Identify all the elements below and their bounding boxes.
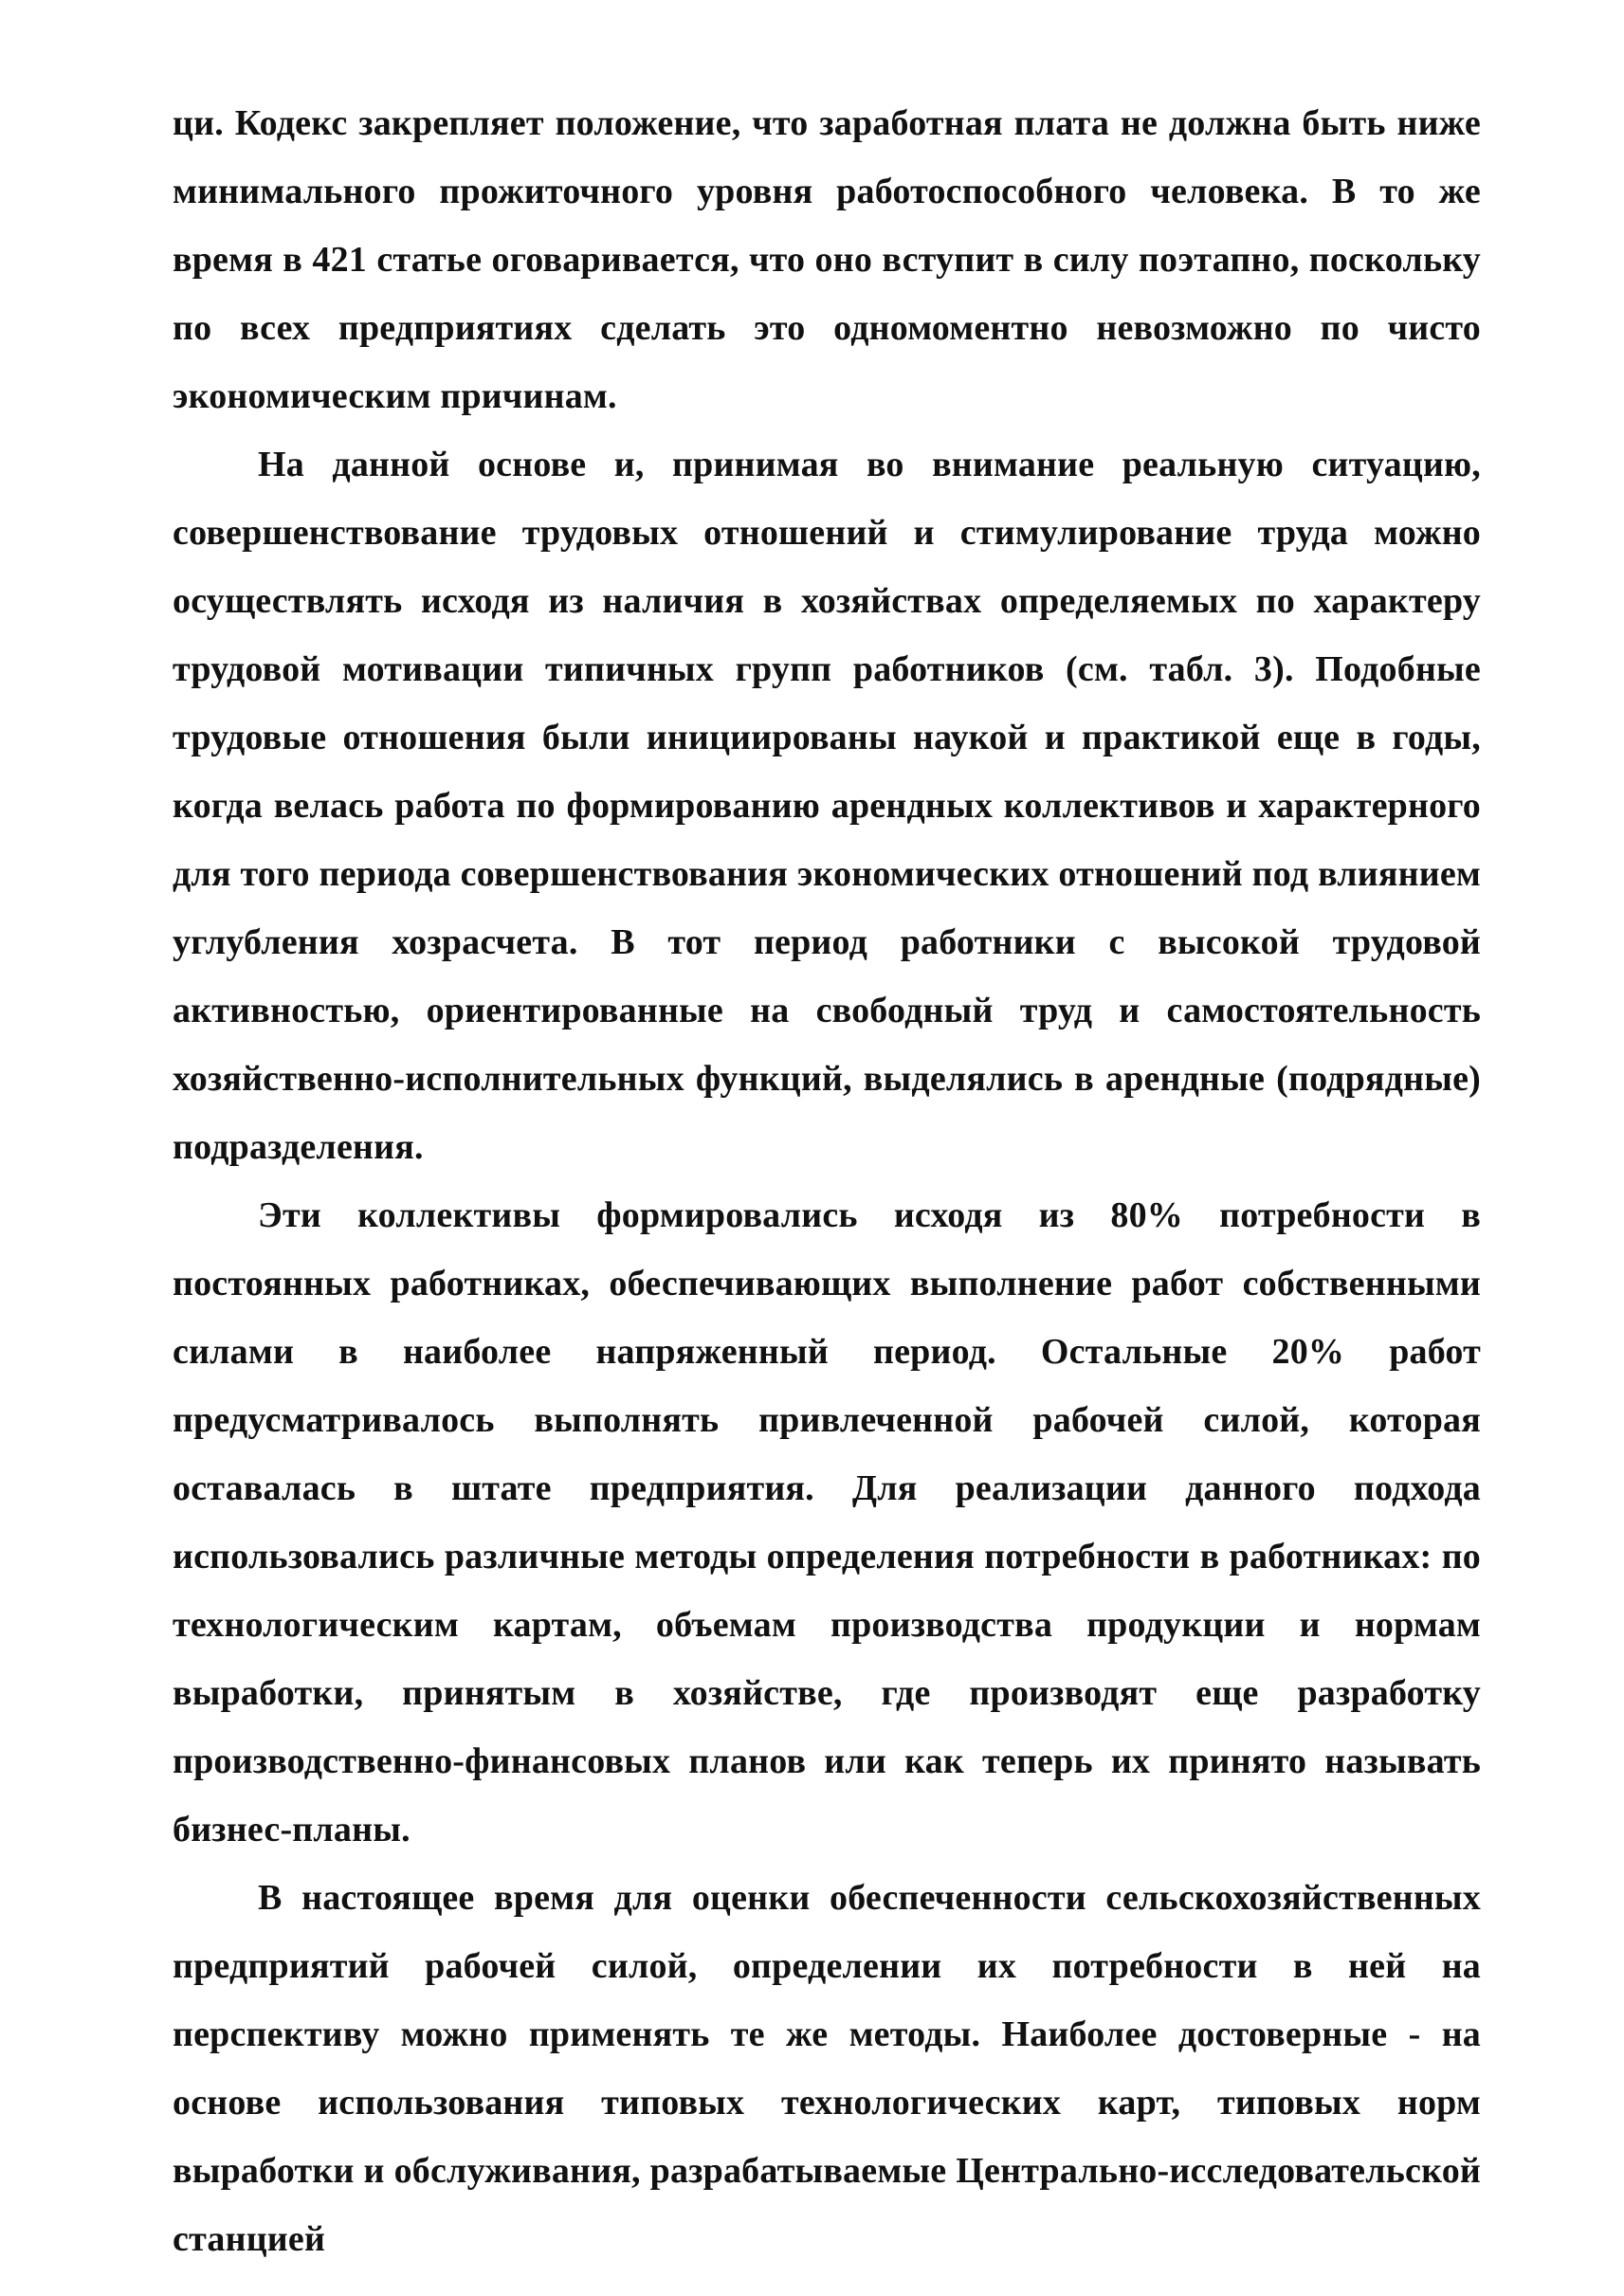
- document-body: [173, 89, 1481, 2273]
- paragraph-2: На данной основе и, принимая во внимание реальную ситуацию, совершенствование трудовых отношений и стимулирование труда можно осуществлять исходя из наличия в хозяйствах определяемых по характеру трудовой мотивации типичных групп работников (см. табл. 3). Подобные трудовые отношения были инициированы наукой и практикой еще в годы, когда велась работа по формированию арендных коллективов и характерного для того периода совершенствования экономических отношений под влиянием углубления хозрасчета. В тот период работники с высокой трудовой активностью, ориентированные на свободный труд и самостоятельность хозяйственно-исполнительных функций, выделялись в арендные (подрядные) подразделения.: [173, 445, 1481, 1167]
- paragraph-4: В настоящее время для оценки обеспеченности сельскохозяйственных предприятий рабочей силой, определении их потребности в ней на перспективу можно применять те же методы. Наиболее достоверные - на основе использования типовых технологических карт, типовых норм выработки и обслуживания, разрабатываемые Центрально-исследовательской станцией: [173, 1878, 1481, 2259]
- paragraph-3: Эти коллективы формировались исходя из 80% потребности в постоянных работниках, обеспечивающих выполнение работ собственными силами в наиболее напряженный период. Остальные 20% работ предусматривалось выполнять привлеченной рабочей силой, которая оставалась в штате предприятия. Для реализации данного подхода использовались различные методы определения потребности в работниках: по технологическим картам, объемам производства продукции и нормам выработки, принятым в хозяйстве, где производят еще разработку производственно-финансовых планов или как теперь их принято называть бизнес-планы.: [173, 1195, 1481, 1850]
- paragraph-1: ци. Кодекс закрепляет положение, что заработная плата не должна быть ниже минимального прожиточного уровня работоспособного человека. В то же время в 421 статье оговаривается, что оно вступит в силу поэтапно, поскольку по всех предприятиях сделать это одномоментно невозможно по чисто экономическим причинам.: [173, 103, 1481, 416]
